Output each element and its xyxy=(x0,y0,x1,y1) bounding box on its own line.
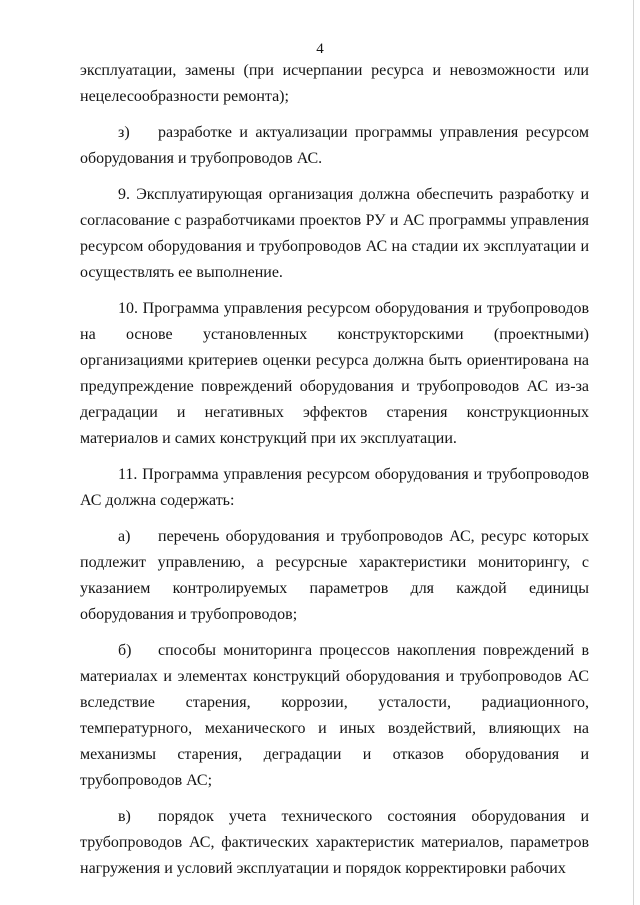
document-body xyxy=(80,58,589,882)
list-item-z-text: разработке и актуализации программы управления ресурсом оборудования и трубопроводов АС. xyxy=(80,124,589,167)
list-item-a xyxy=(80,524,589,628)
page-number: 4 xyxy=(316,41,324,57)
list-marker-v: в) xyxy=(118,808,131,825)
paragraph-continuation: эксплуатации, замены (при исчерпании ресурса и невозможности или нецелесообразности ремонта); xyxy=(80,62,589,105)
list-marker-b: б) xyxy=(118,642,132,659)
paragraph-10: 10. Программа управления ресурсом оборудования и трубопроводов на основе установленных конструкторскими (проектными) организациями критериев оценки ресурса должна быть ориентирована на предупреждение повреждений оборудования и трубопроводов АС из-за деградации и негативных эффектов старения конструкционных материалов и самих конструкций при их эксплуатации. xyxy=(80,300,589,447)
list-marker-z: з) xyxy=(118,124,130,141)
list-marker-a: а) xyxy=(118,528,131,545)
list-item-z xyxy=(80,120,589,172)
paragraph-11: 11. Программа управления ресурсом оборудования и трубопроводов АС должна содержать: xyxy=(80,466,589,509)
list-item-b-text: способы мониторинга процессов накопления повреждений в материалах и элементах конструкций оборудования и трубопроводов АС вследствие старения, коррозии, усталости, радиационного, температурного, механического и иных воздействий, влияющих на механизмы старения, деградации и отказов оборудования и трубопроводов АС; xyxy=(80,642,589,789)
list-item-a-text: перечень оборудования и трубопроводов АС, ресурс которых подлежит управлению, а ресурсные характеристики мониторингу, с указанием контролируемых параметров для каждой единицы оборудования и трубопроводов; xyxy=(80,528,589,623)
list-item-b xyxy=(80,638,589,794)
list-item-v xyxy=(80,804,589,882)
paragraph-9: 9. Эксплуатирующая организация должна обеспечить разработку и согласование с разработчиками проектов РУ и АС программы управления ресурсом оборудования и трубопроводов АС на стадии их эксплуатации и осуществлять ее выполнение. xyxy=(80,186,589,281)
list-item-v-text: порядок учета технического состояния оборудования и трубопроводов АС, фактических характеристик материалов, параметров нагружения и условий эксплуатации и порядок корректировки рабочих xyxy=(80,808,589,877)
scan-edge-line xyxy=(633,0,634,905)
